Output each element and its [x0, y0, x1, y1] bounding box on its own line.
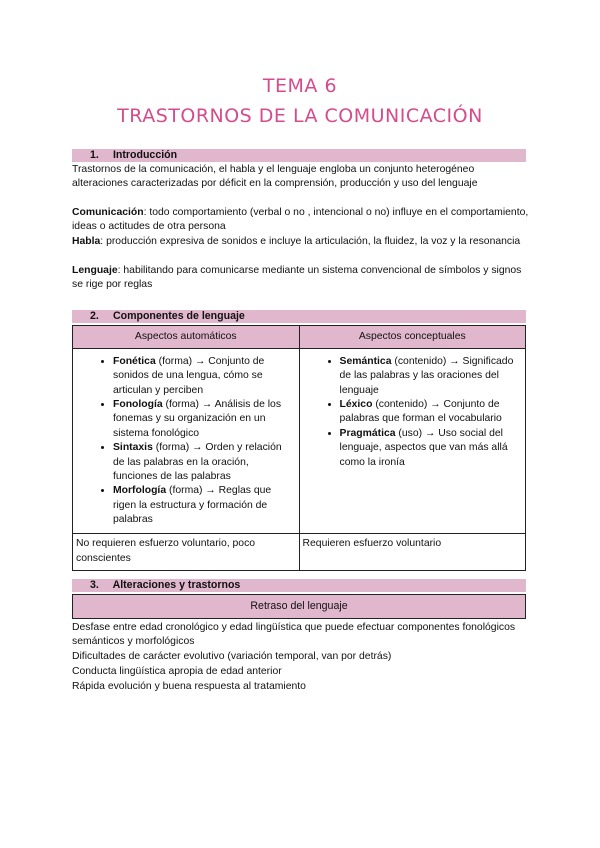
item-term: Sintaxis: [113, 442, 153, 454]
item-term: Morfología: [113, 485, 167, 497]
list-item: [340, 427, 519, 470]
retraso-line-2: Dificultades de carácter evolutivo (variación temporal, van por detrás): [72, 651, 392, 662]
header-aspectos-conceptuales: Aspectos conceptuales: [299, 326, 525, 349]
list-item: [113, 398, 293, 441]
definition-term: Habla: [72, 236, 101, 247]
automatic-aspects-cell: [73, 349, 300, 534]
doc-title-line2: TRASTORNOS DE LA COMUNICACIÓN: [117, 105, 483, 127]
retraso-line-1: Desfase entre edad cronológico y edad lingüística que puede efectuar componentes fonológicos semánticos y morfológicos: [72, 622, 516, 648]
table-header-row: [73, 326, 526, 349]
list-item: [113, 355, 293, 398]
list-item: [340, 355, 519, 398]
retraso-line-3: Conducta lingüística apropia de edad anterior: [72, 666, 282, 677]
item-term: Semántica: [339, 356, 392, 367]
item-text: (forma) → Orden y relación de las palabras en la oración, funciones de las palabras: [113, 442, 282, 482]
definition-lenguaje: [72, 264, 532, 293]
item-text: (uso) → Uso social del lenguaje, aspectos que van más allá como la ironía: [339, 427, 508, 468]
section-heading-alteraciones: [72, 579, 526, 592]
item-term: Pragmática: [339, 427, 396, 439]
definition-text: : todo comportamiento (verbal o no , intencional o no) influye en el comportamiento, ideas o actitudes de otra persona: [72, 207, 529, 233]
item-term: Léxico: [339, 399, 373, 411]
item-term: Fonología: [113, 399, 163, 411]
header-aspectos-automaticos: Aspectos automáticos: [73, 326, 300, 349]
item-text: (contenido) → Significado de las palabras y las oraciones del lenguaje: [339, 356, 514, 396]
item-text: (forma) → Reglas que rigen la estructura y formación de palabras: [113, 485, 272, 525]
definition-comunicacion: [72, 206, 532, 235]
retraso-lenguaje-box: Retraso del lenguaje: [72, 594, 526, 619]
item-text: (forma) → Conjunto de sonidos de una lengua, cómo se articulan y perciben: [113, 356, 265, 396]
conceptual-aspects-cell: [299, 349, 525, 534]
table-row: [73, 349, 526, 534]
list-item: [113, 441, 293, 484]
section-title: Componentes de lenguaje: [112, 310, 245, 322]
item-text: (forma) → Análisis de los fonemas y su organización en un sistema fonológico: [113, 399, 282, 439]
item-text: (contenido) → Conjunto de palabras que forman el vocabulario: [339, 399, 502, 425]
doc-title-line1: TEMA 6: [262, 75, 338, 97]
automatic-aspects-list: [73, 355, 299, 527]
section-heading-introduccion: [72, 149, 526, 162]
definition-term: Lenguaje: [72, 265, 118, 276]
conceptual-aspects-list: [300, 355, 525, 470]
list-item: [340, 398, 519, 427]
components-table: [72, 325, 526, 571]
table-footer-row: [73, 534, 526, 571]
intro-paragraph: Trastornos de la comunicación, el habla y el lenguaje engloba un conjunto heterogéneo alteraciones caracterizadas por déficit en la comprensión, producción y uso del lenguaje: [72, 164, 478, 190]
section-number: 1.: [90, 149, 99, 161]
retraso-line-4: Rápida evolución y buena respuesta al tratamiento: [72, 681, 306, 692]
definition-text: : producción expresiva de sonidos e incluye la articulación, la fluidez, la voz y la resonancia: [100, 236, 521, 247]
definition-habla: [72, 235, 532, 249]
automatic-footer-cell: No requieren esfuerzo voluntario, poco conscientes: [73, 534, 300, 571]
conceptual-footer-cell: Requieren esfuerzo voluntario: [299, 534, 525, 571]
section-heading-componentes: [72, 310, 526, 323]
definition-term: Comunicación: [72, 207, 144, 218]
section-number: 2.: [90, 310, 99, 322]
section-title: Alteraciones y trastornos: [112, 579, 241, 591]
section-title: Introducción: [112, 149, 178, 161]
section-number: 3.: [90, 579, 99, 591]
item-term: Fonética: [113, 356, 156, 367]
list-item: [113, 484, 293, 527]
definition-text: : habilitando para comunicarse mediante un sistema convencional de símbolos y signos se rige por reglas: [72, 265, 522, 291]
